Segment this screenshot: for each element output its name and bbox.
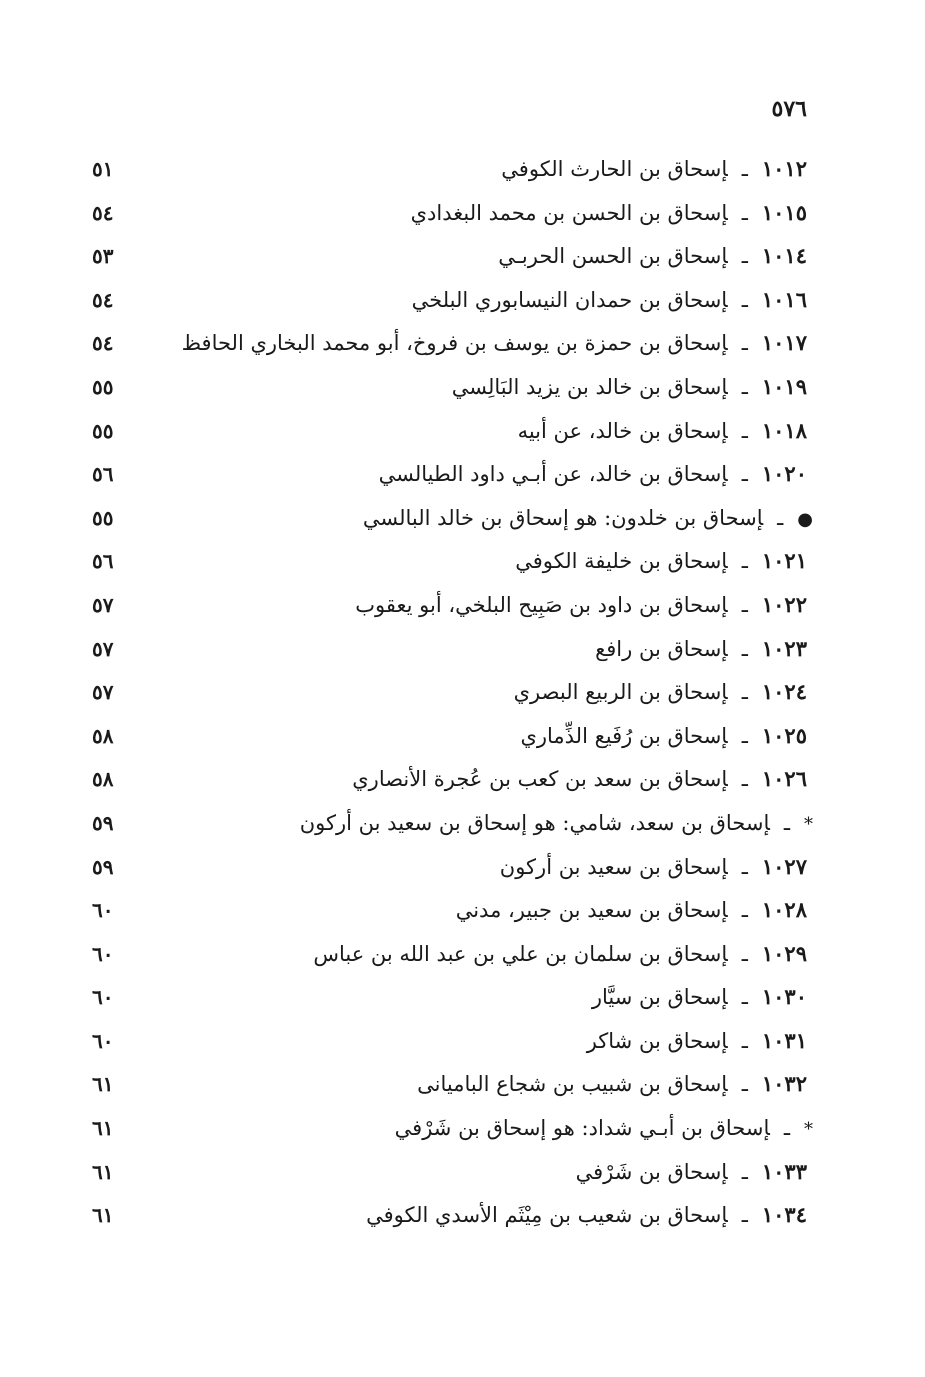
- entry-name: إسحاق بن خالد بن يزيد البَالِسي: [451, 374, 728, 399]
- entry-text: [452, 372, 807, 402]
- entry-name: إسحاق بن رُفَيع الذِّماري: [520, 723, 728, 748]
- entry-dash: ـ: [741, 1159, 748, 1184]
- entry-dash: ـ: [741, 1028, 748, 1053]
- entry-number: ١٠٣٤: [761, 1202, 807, 1228]
- cross-reference-entry: [0, 802, 925, 846]
- index-entry: [0, 1063, 925, 1107]
- index-entry: [0, 148, 925, 192]
- cross-reference-entry: [0, 1107, 925, 1151]
- entry-number: ١٠١٥: [761, 199, 807, 225]
- entry-number: ١٠١٦: [761, 286, 807, 312]
- entry-dash: ـ: [741, 985, 748, 1010]
- index-entry: [0, 846, 925, 890]
- entry-dash: ـ: [741, 592, 748, 617]
- entry-text: [412, 285, 807, 315]
- entry-text: [500, 852, 807, 882]
- index-entries: [0, 148, 925, 1238]
- entry-page: ٥٣: [92, 244, 114, 269]
- entry-name: إسحاق بن حمزة بن يوسف بن فروخ، أبو محمد البخاري الحافظ: [181, 331, 728, 356]
- entry-page: ٥٧: [92, 680, 114, 705]
- entry-page: ٥٩: [92, 810, 114, 835]
- entry-number: ١٠٢٨: [761, 897, 807, 923]
- entry-number: ١٠١٨: [761, 417, 807, 443]
- entry-text: [515, 546, 807, 576]
- entry-number: ١٠٣٠: [761, 984, 807, 1010]
- entry-name: إسحاق بن الحسن الحربـي: [498, 244, 728, 269]
- asterisk-icon: *: [804, 1119, 813, 1141]
- entry-text: [182, 328, 807, 358]
- page-number: ٥٧٦: [771, 96, 807, 122]
- entry-page: ٥٧: [92, 636, 114, 661]
- entry-page: ٥٤: [92, 200, 114, 225]
- entry-dash: ـ: [741, 636, 748, 661]
- entry-page: ٥٥: [92, 374, 114, 399]
- entry-number: ١٠٣٣: [761, 1158, 807, 1184]
- entry-page: ٥٥: [92, 505, 114, 530]
- entry-number: ١٠١٩: [761, 373, 807, 399]
- entry-name: إسحاق بن شاكر: [586, 1028, 728, 1053]
- entry-text: [395, 1113, 813, 1145]
- entry-page: ٥٥: [92, 418, 114, 443]
- entry-page: ٦٠: [92, 985, 114, 1010]
- entry-name: إسحاق بن سيَّار: [591, 985, 728, 1010]
- entry-dash: ـ: [741, 549, 748, 574]
- entry-name: إسحاق بن خلدون: هو إسحاق بن خالد البالسي: [362, 505, 764, 530]
- index-entry: [0, 540, 925, 584]
- entry-name: إسحاق بن حمدان النيسابوري البلخي: [411, 287, 728, 312]
- index-entry: [0, 453, 925, 497]
- entry-text: [363, 503, 813, 535]
- index-entry: [0, 192, 925, 236]
- index-entry: [0, 758, 925, 802]
- entry-number: ١٠٢٤: [761, 679, 807, 705]
- entry-text: [300, 808, 813, 840]
- entry-page: ٦٠: [92, 941, 114, 966]
- entry-page: ٥٤: [92, 287, 114, 312]
- index-entry: [0, 410, 925, 454]
- entry-name: إسحاق بن شعيب بن مِيْثَم الأسدي الكوفي: [366, 1203, 728, 1228]
- entry-dash: ـ: [741, 287, 748, 312]
- entry-dash: ـ: [777, 505, 784, 530]
- index-entry: [0, 933, 925, 977]
- entry-page: ٥٨: [92, 767, 114, 792]
- entry-name: إسحاق بن سعيد بن جبير، مدني: [455, 898, 728, 923]
- entry-number: ١٠٢٧: [761, 853, 807, 879]
- entry-text: [501, 154, 807, 184]
- index-entry: [0, 322, 925, 366]
- entry-name: إسحاق بن سعد، شامي: هو إسحاق بن سعيد بن أركون: [299, 810, 770, 835]
- entry-name: إسحاق بن الحارث الكوفي: [501, 157, 728, 181]
- entry-text: [520, 721, 807, 751]
- index-entry: [0, 584, 925, 628]
- entry-name: إسحاق بن خليفة الكوفي: [515, 549, 728, 574]
- entry-page: ٥٧: [92, 592, 114, 617]
- entry-dash: ـ: [741, 244, 748, 269]
- entry-text: [595, 634, 807, 664]
- entry-page: ٦١: [92, 1159, 114, 1184]
- entry-name: إسحاق بن شبيب بن شجاع الباميانى: [417, 1072, 728, 1097]
- entry-page: ٦١: [92, 1116, 114, 1141]
- entry-text: [352, 764, 807, 794]
- index-entry: [0, 1194, 925, 1238]
- entry-page: ٥٦: [92, 549, 114, 574]
- entry-dash: ـ: [741, 898, 748, 923]
- entry-text: [456, 895, 807, 925]
- entry-dash: ـ: [741, 157, 748, 181]
- asterisk-icon: *: [804, 813, 813, 835]
- entry-page: ٦١: [92, 1203, 114, 1228]
- entry-number: ١٠٢٩: [761, 940, 807, 966]
- entry-text: [313, 939, 807, 969]
- entry-number: ١٠٣١: [761, 1027, 807, 1053]
- entry-dash: ـ: [741, 767, 748, 792]
- entry-text: [592, 982, 807, 1012]
- entry-text: [518, 416, 807, 446]
- entry-text: [379, 459, 807, 489]
- entry-text: [355, 590, 807, 620]
- entry-number: ١٠٢٥: [761, 722, 807, 748]
- entry-number: ١٠٣٢: [761, 1071, 807, 1097]
- entry-name: إسحاق بن الربيع البصري: [513, 680, 728, 705]
- entry-text: [514, 677, 807, 707]
- entry-dash: ـ: [741, 941, 748, 966]
- index-entry: [0, 279, 925, 323]
- entry-number: ١٠٢٢: [761, 591, 807, 617]
- entry-page: ٥٩: [92, 854, 114, 879]
- entry-name: إسحاق بن خالد، عن أبيه: [517, 418, 728, 443]
- entry-page: ٥٦: [92, 462, 114, 487]
- bullet-icon: ●: [797, 508, 813, 530]
- index-entry: [0, 628, 925, 672]
- entry-dash: ـ: [741, 418, 748, 443]
- entry-dash: ـ: [741, 374, 748, 399]
- entry-text: [587, 1026, 807, 1056]
- index-entry: [0, 235, 925, 279]
- entry-number: ١٠٢٦: [761, 766, 807, 792]
- entry-number: ١٠١٤: [761, 243, 807, 269]
- entry-dash: ـ: [783, 810, 790, 835]
- entry-number: ١٠٢١: [761, 548, 807, 574]
- index-entry: [0, 1020, 925, 1064]
- entry-name: إسحاق بن الحسن بن محمد البغدادي: [410, 200, 728, 225]
- entry-page: ٦١: [92, 1072, 114, 1097]
- entry-name: إسحاق بن شَرْفي: [575, 1159, 728, 1184]
- entry-name: إسحاق بن سلمان بن علي بن عبد الله بن عباس: [313, 941, 728, 966]
- entry-dash: ـ: [741, 854, 748, 879]
- entry-text: [498, 241, 807, 271]
- index-entry: [0, 889, 925, 933]
- entry-dash: ـ: [741, 680, 748, 705]
- entry-page: ٥٤: [92, 331, 114, 356]
- entry-name: إسحاق بن سعيد بن أركون: [499, 854, 728, 879]
- entry-dash: ـ: [741, 723, 748, 748]
- entry-text: [576, 1157, 807, 1187]
- index-entry: [0, 366, 925, 410]
- entry-name: إسحاق بن خالد، عن أبـي داود الطيالسي: [378, 462, 728, 487]
- entry-dash: ـ: [741, 462, 748, 487]
- cross-reference-entry: [0, 497, 925, 541]
- index-entry: [0, 671, 925, 715]
- entry-name: إسحاق بن سعد بن كعب بن عُجرة الأنصاري: [352, 767, 728, 792]
- index-entry: [0, 1151, 925, 1195]
- entry-name: إسحاق بن داود بن صَبِيح البلخي، أبو يعقوب: [355, 592, 728, 617]
- index-entry: [0, 976, 925, 1020]
- entry-dash: ـ: [741, 200, 748, 225]
- entry-dash: ـ: [741, 1203, 748, 1228]
- entry-text: [366, 1200, 807, 1230]
- entry-page: ٥١: [92, 157, 114, 181]
- entry-number: ١٠٢٣: [761, 635, 807, 661]
- entry-dash: ـ: [783, 1116, 790, 1141]
- entry-name: إسحاق بن رافع: [595, 636, 728, 661]
- entry-number: ١٠١٢: [761, 156, 807, 181]
- entry-number: ١٠٢٠: [761, 461, 807, 487]
- entry-page: ٦٠: [92, 1028, 114, 1053]
- entry-text: [417, 1069, 807, 1099]
- entry-page: ٦٠: [92, 898, 114, 923]
- entry-dash: ـ: [741, 1072, 748, 1097]
- entry-dash: ـ: [741, 331, 748, 356]
- entry-text: [411, 198, 807, 228]
- index-entry: [0, 715, 925, 759]
- entry-name: إسحاق بن أبـي شداد: هو إسحاق بن شَرْفي: [394, 1116, 770, 1141]
- entry-number: ١٠١٧: [761, 330, 807, 356]
- entry-page: ٥٨: [92, 723, 114, 748]
